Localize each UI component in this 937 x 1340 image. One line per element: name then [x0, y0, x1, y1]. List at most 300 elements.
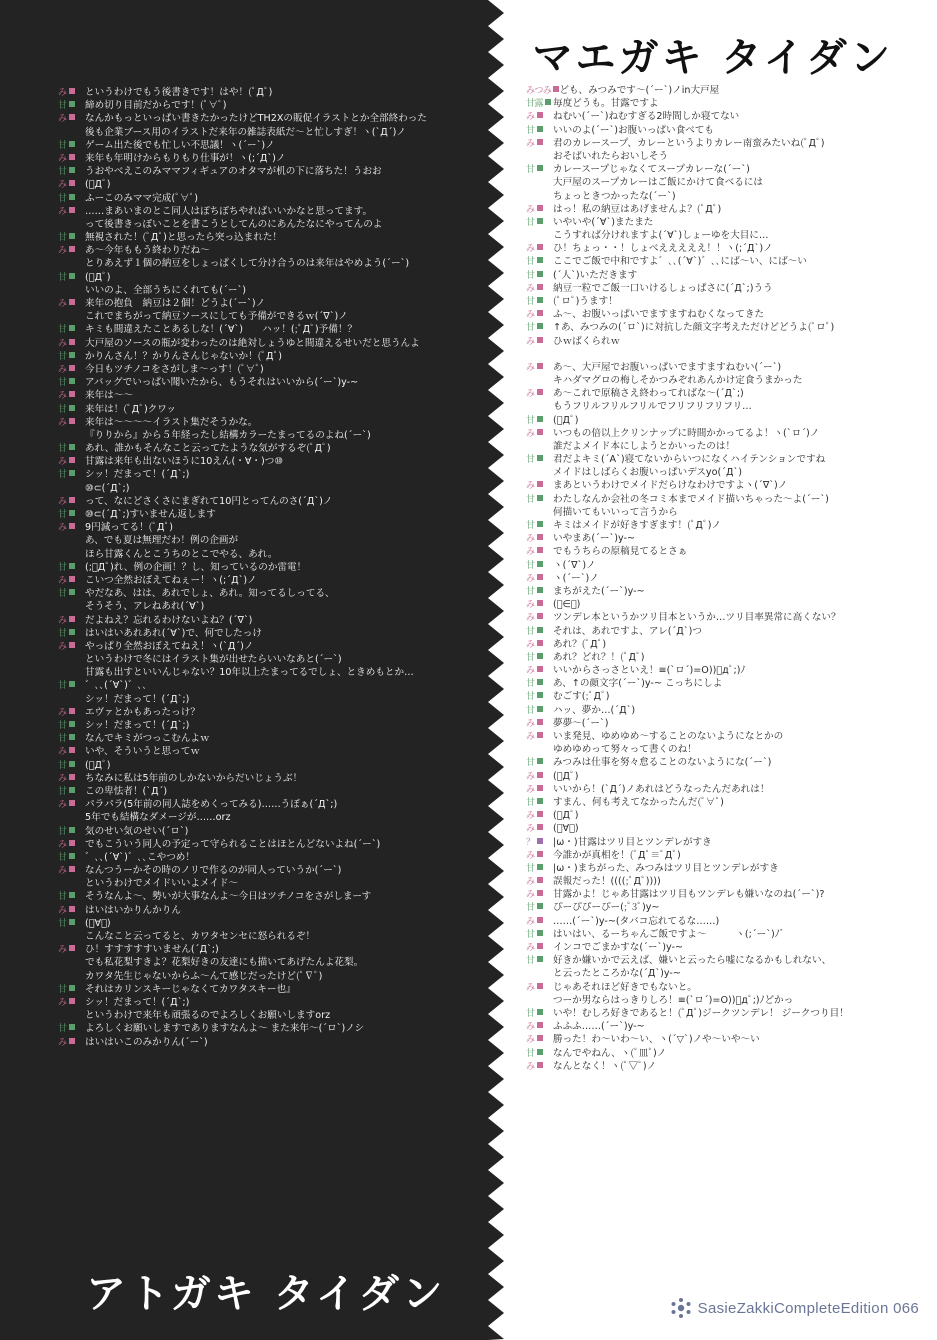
- speaker-name: 甘: [526, 257, 535, 268]
- dialog-text: そうなんよ～、勢いが大事なんよ～今日はツチノコをさがしまーす: [85, 891, 372, 903]
- dialog-text: 甘露かよ！じゃあ甘露はツリ目もツンデレも嫌いなのね(´ー`)?: [553, 889, 825, 901]
- speaker-marker-icon: [537, 205, 543, 211]
- dialog-text: ↑あ、みつみの(´ロ`)に対抗した顔文字考えただけどどうよ(ﾟロﾟ): [553, 322, 835, 334]
- dialog-line: [58, 363, 478, 376]
- speaker-marker-icon: [69, 180, 75, 186]
- dialog-text: なんでやねん、ヽ(ﾟ皿ﾟ)ノ: [553, 1047, 667, 1059]
- dialog-text: って後書きっぽいことを書こうとしてんのにあんたなにやってんのよ: [85, 218, 383, 230]
- dialog-line: [58, 165, 478, 178]
- dialog-line: [526, 770, 916, 783]
- dialog-line: [526, 849, 916, 862]
- dialog-text: でもうちらの原稿見てるとさぁ: [553, 546, 688, 558]
- speaker-tag: [526, 480, 553, 493]
- speaker-marker-icon: [537, 1049, 543, 1055]
- dialog-line: [526, 255, 916, 268]
- dialog-text: やっぱり全然おぼえてねえ！ヽ(`Д´)ノ: [85, 640, 254, 652]
- dialog-text: ゲーム出た後でも忙しい不思議！ヽ(´ー`)ノ: [85, 139, 275, 151]
- dialog-text: そうそう、アレねあれ(´∀`): [85, 601, 205, 613]
- dialog-text: シッ！だまって！(´Д`;): [85, 996, 190, 1008]
- speaker-name: み: [58, 997, 67, 1008]
- dialog-text: いいからさっさといえ！≡(`ロ´)=O))ﾟдﾟ;)ﾉ: [553, 665, 746, 677]
- speaker-tag: [526, 612, 553, 625]
- speaker-marker-icon: [537, 389, 543, 395]
- dialog-text: 勝った！わ～いわ～い、ヽ(´▽`)ノや～いや～い: [553, 1034, 760, 1046]
- speaker-name: 甘: [526, 626, 535, 637]
- speaker-marker-icon: [537, 943, 543, 949]
- speaker-name: 甘: [526, 323, 535, 334]
- speaker-tag: [58, 760, 85, 773]
- dialog-line: [526, 124, 916, 137]
- speaker-tag: [58, 272, 85, 285]
- speaker-name: み: [526, 310, 535, 321]
- dialog-line: [58, 416, 478, 429]
- dialog-line: [526, 967, 916, 980]
- dialog-text: この卑怯者！(`Д´): [85, 785, 168, 797]
- dialog-text: ひ！すすすすすいません(´Д`;): [85, 944, 219, 956]
- speaker-tag: [526, 494, 553, 507]
- dialog-text: いま発見、ゆめゆめ～することのないようになとかの: [553, 731, 784, 742]
- speaker-tag: [526, 916, 553, 929]
- speaker-marker-icon: [69, 114, 75, 120]
- speaker-name: み: [58, 839, 67, 850]
- speaker-marker-icon: [69, 985, 75, 991]
- dialog-text: キハダマグロの梅しそかつみぞれあんかけ定食うまかった: [553, 374, 803, 386]
- speaker-name: 甘: [58, 404, 67, 415]
- dialog-text: ツンデレ本というかツリ目本というか…ツリ目率異常に高くない？: [553, 612, 841, 624]
- speaker-name: 甘: [526, 758, 535, 769]
- speaker-name: み: [58, 153, 67, 164]
- dialog-line: [526, 994, 916, 1007]
- speaker-name: み: [58, 707, 67, 718]
- speaker-marker-icon: [537, 890, 543, 896]
- speaker-marker-icon: [69, 681, 75, 687]
- speaker-marker-icon: [537, 732, 543, 738]
- dialog-line: [58, 983, 478, 996]
- dialog-line: [58, 205, 478, 218]
- speaker-name: 甘: [526, 1008, 535, 1019]
- dialog-text: (ﾟДﾟ): [85, 759, 111, 771]
- dialog-line: [58, 864, 478, 877]
- dialog-text: はいはいあれあれ(´∀`)で、何でしたっけ: [85, 627, 262, 639]
- dialog-line: [58, 376, 478, 389]
- dialog-text: なんつうーかその時のノリで作るのが同人っていうか(´ー`): [85, 865, 342, 877]
- dialog-line: [58, 732, 478, 745]
- dialog-text: ここでご飯で中和ですよ゛､､(´∀`)゛､､にば～い、にば～い: [553, 256, 807, 268]
- speaker-name: み: [526, 389, 535, 400]
- dialog-text: 君のカレースープ、カレーというよりカレー南蛮みたいね(ﾟДﾟ): [553, 137, 825, 149]
- dialog-line: [526, 941, 916, 954]
- dialog-text: 締め切り目前だからです！(ﾟ∀ﾟ): [85, 100, 227, 112]
- speaker-tag: [526, 428, 553, 441]
- speaker-name: み: [526, 811, 535, 822]
- dialog-line: [58, 851, 478, 864]
- dialog-line: [58, 389, 478, 402]
- speaker-marker-icon: [537, 547, 543, 553]
- speaker-marker-icon: [545, 99, 551, 105]
- speaker-marker-icon: [69, 470, 75, 476]
- dialog-text: 気のせい気のせい(´ロ`): [85, 825, 189, 837]
- dialog-text: 甘露は来年も出ないほうに10えん(・∀・)つ⑩: [85, 456, 283, 468]
- dialog-text: 何描いてもいいって言うから: [553, 506, 678, 518]
- dialog-line: [58, 877, 478, 890]
- dialog-line: [526, 506, 916, 519]
- dialog-text: 来年も年明けからもりもり仕事が！ヽ(;´Д`)ノ: [85, 152, 286, 164]
- speaker-name: み: [526, 877, 535, 888]
- speaker-marker-icon: [69, 365, 75, 371]
- speaker-name: み: [58, 747, 67, 758]
- dialog-text: なんでキミがつっこむんよｗ: [85, 733, 210, 745]
- dialog-text: ひ！ちょっ・・！しょべえええええ！！ヽ(;´Д`)ノ: [553, 243, 773, 255]
- speaker-name: み: [526, 547, 535, 558]
- speaker-name: み: [58, 338, 67, 349]
- speaker-marker-icon: [537, 679, 543, 685]
- dialog-line: [58, 482, 478, 495]
- dialog-line: [526, 1033, 916, 1046]
- dialog-line: [58, 811, 478, 824]
- speaker-name: み: [58, 496, 67, 507]
- dialog-line: [526, 545, 916, 558]
- dialog-line: [58, 693, 478, 706]
- speaker-marker-icon: [69, 405, 75, 411]
- speaker-name: み: [526, 613, 535, 624]
- speaker-tag: [58, 839, 85, 852]
- dialog-text: うおやべえこのみママフィギュアのオタマが机の下に落ちた！うおお: [85, 166, 382, 178]
- dialog-line: [526, 453, 916, 466]
- dialog-text: いいから！(`Д´)ノあれはどうなったんだあれは！: [553, 783, 770, 795]
- speaker-marker-icon: [69, 273, 75, 279]
- dialog-text: あれ？(ﾟДﾟ): [553, 638, 607, 650]
- speaker-tag: [58, 905, 85, 918]
- dialog-text: あ、↑の顔文字(´ー`)y-~ こっちにしよ: [553, 678, 723, 690]
- dialog-text: 大戸屋のスープカレーはご飯にかけて食べるには: [553, 177, 764, 189]
- speaker-name: み: [526, 824, 535, 835]
- speaker-marker-icon: [537, 112, 543, 118]
- speaker-tag: [526, 322, 553, 335]
- dialog-line: [526, 466, 916, 479]
- dialog-line: [526, 493, 916, 506]
- dialog-line: [526, 901, 916, 914]
- dialog-text: おそばいれたらおいしそう: [553, 150, 669, 162]
- speaker-name: み: [58, 575, 67, 586]
- dialog-line: [526, 479, 916, 492]
- dialog-line: [58, 772, 478, 785]
- speaker-name: 甘: [58, 351, 67, 362]
- dialog-line: [58, 271, 478, 284]
- speaker-tag: [526, 125, 553, 138]
- dialog-line: [58, 574, 478, 587]
- speaker-marker-icon: [537, 983, 543, 989]
- speaker-tag: [526, 1034, 553, 1047]
- speaker-name: 甘: [58, 826, 67, 837]
- dialog-line: [58, 455, 478, 468]
- speaker-name: み: [526, 428, 535, 439]
- speaker-tag: [58, 140, 85, 153]
- dialog-text: はいはいかりんかりん: [85, 904, 181, 916]
- dialog-text: というわけで来年も頑張るのでよろしくお願いしますorz: [85, 1010, 331, 1022]
- speaker-marker-icon: [537, 824, 543, 830]
- speaker-tag: [526, 850, 553, 863]
- dialog-line: [526, 97, 916, 110]
- speaker-marker-icon: [537, 139, 543, 145]
- speaker-marker-icon: [69, 616, 75, 622]
- dialog-line: [526, 743, 916, 756]
- dialog-text: ハッ、夢か…(´Д`): [553, 704, 636, 716]
- speaker-marker-icon: [537, 758, 543, 764]
- speaker-name: み: [526, 481, 535, 492]
- dialog-text: カワタ先生じゃないからふ～んて感じだったけど(ﾟ∇ﾟ): [85, 970, 323, 982]
- speaker-marker-icon: [69, 800, 75, 806]
- speaker-name: 甘: [58, 984, 67, 995]
- speaker-marker-icon: [69, 840, 75, 846]
- dialog-text: ほら甘露くんとこうちのとこでやる、あれ。: [85, 548, 278, 560]
- dialog-line: [526, 269, 916, 282]
- dialog-text: すまん、何も考えてなかったんだ(ﾟ∀ﾟ): [553, 796, 724, 808]
- speaker-marker-icon: [537, 310, 543, 316]
- dialog-line: [58, 785, 478, 798]
- speaker-marker-icon: [69, 497, 75, 503]
- dialog-text: ひｗばくられｗ: [553, 335, 621, 347]
- speaker-marker-icon: [537, 692, 543, 698]
- speaker-name: 甘: [526, 679, 535, 690]
- dialog-text: パラパラ(5年前の同人誌をめくってみる)……うぼぁ(´Д`;): [85, 799, 338, 811]
- speaker-name: 甘: [526, 705, 535, 716]
- speaker-name: み: [58, 206, 67, 217]
- speaker-name: み: [58, 641, 67, 652]
- dialog-line: [526, 427, 916, 440]
- speaker-tag: [58, 469, 85, 482]
- dialog-line: [58, 890, 478, 903]
- dialog-line: [526, 585, 916, 598]
- dialog-text: 君だよキミ(´A`)寝てないからいつになくハイテンションですね: [553, 454, 826, 466]
- speaker-name: 甘: [526, 652, 535, 663]
- speaker-tag: [526, 111, 553, 124]
- dialog-text: 今日もツチノコをさがしま～っす！(ﾟ∀ﾟ): [85, 363, 264, 375]
- dialog-line: [58, 917, 478, 930]
- dialog-line: [58, 521, 478, 534]
- dialog-line: [526, 625, 916, 638]
- speaker-name: み: [526, 1061, 535, 1072]
- dialog-line: [526, 400, 916, 413]
- dialog-text: 来年は！(ﾟДﾟ)クワッ: [85, 403, 176, 415]
- dialog-line: [58, 930, 478, 943]
- dialog-line: [58, 86, 478, 99]
- speaker-marker-icon: [537, 956, 543, 962]
- dialog-line: [526, 176, 916, 189]
- speaker-name: み: [58, 866, 67, 877]
- speaker-name: み: [58, 615, 67, 626]
- dialog-line: [526, 532, 916, 545]
- dialog-text: カレースープじゃなくてスープカレーな(´ー`): [553, 164, 750, 176]
- speaker-name: 甘: [58, 510, 67, 520]
- dialog-line: [526, 1020, 916, 1033]
- dialog-line: [526, 150, 916, 163]
- dialog-text: (ﾟДﾟ): [553, 770, 579, 782]
- dialog-text: (´人`)いただきます: [553, 269, 638, 281]
- speaker-name: 甘: [58, 444, 67, 455]
- speaker-marker-icon: [537, 1022, 543, 1028]
- dialog-text: いやいや(´∀`)またまた: [553, 216, 654, 228]
- foreword-dialog: [526, 84, 916, 1073]
- dialog-line: [526, 783, 916, 796]
- dialog-text: はいはいこのみかりん(´ー`): [85, 1036, 208, 1048]
- speaker-tag: [58, 773, 85, 786]
- speaker-name: ？: [526, 837, 535, 848]
- speaker-name: 甘: [526, 297, 535, 307]
- speaker-name: 甘: [58, 562, 67, 573]
- speaker-marker-icon: [69, 233, 75, 239]
- speaker-tag: [58, 351, 85, 364]
- dialog-line: [58, 178, 478, 191]
- dialog-line: [58, 534, 478, 547]
- dialog-text: 5年でも結構なダメージが……orz: [85, 812, 231, 824]
- speaker-marker-icon: [69, 154, 75, 160]
- speaker-marker-icon: [69, 339, 75, 345]
- speaker-tag: [526, 270, 553, 283]
- speaker-marker-icon: [69, 589, 75, 595]
- snowflake-icon: [670, 1297, 692, 1319]
- speaker-name: 甘: [58, 628, 67, 639]
- dialog-line: [58, 99, 478, 112]
- speaker-name: み: [526, 732, 535, 742]
- dialog-line: [58, 956, 478, 969]
- speaker-tag: [526, 705, 553, 718]
- speaker-marker-icon: [537, 772, 543, 778]
- dialog-text: まあというわけでメイドだらけなわけですよヽ(´∇`)ノ: [553, 480, 788, 492]
- speaker-name: み: [526, 916, 535, 927]
- dialog-line: [526, 84, 916, 97]
- speaker-name: み: [58, 1037, 67, 1048]
- dialog-text: ゛､､(´∀`)゛､､: [85, 680, 148, 692]
- dialog-text: ヽ(´ー`)ノ: [553, 572, 599, 584]
- speaker-tag: [526, 982, 553, 995]
- dialog-line: [526, 440, 916, 453]
- speaker-tag: [58, 826, 85, 839]
- speaker-tag: [58, 206, 85, 219]
- speaker-tag: [58, 390, 85, 403]
- speaker-name: 甘: [58, 140, 67, 151]
- dialog-line: [526, 730, 916, 743]
- page-footer: [670, 1297, 919, 1319]
- dialog-line: [526, 690, 916, 703]
- speaker-marker-icon: [69, 906, 75, 912]
- dialog-text: いや！むしろ好きであると！(ﾟДﾟ)ジークツンデレ！ ジークつり目！: [553, 1007, 849, 1019]
- dialog-line: [526, 756, 916, 769]
- speaker-name: 甘: [526, 217, 535, 228]
- dialog-text: キミはメイドが好きすぎます！(ﾟДﾟ)ノ: [553, 520, 722, 531]
- speaker-name: み: [58, 800, 67, 811]
- speaker-marker-icon: [537, 1035, 543, 1041]
- dialog-line: [58, 614, 478, 627]
- dialog-line: [58, 1009, 478, 1022]
- dialog-line: [526, 163, 916, 176]
- dialog-text: シッ！だまって！(´Д`;): [85, 693, 190, 705]
- speaker-name: 甘: [58, 233, 67, 244]
- dialog-line: [58, 1036, 478, 1049]
- speaker-marker-icon: [69, 853, 75, 859]
- dialog-line: [58, 403, 478, 416]
- speaker-name: み: [526, 112, 535, 123]
- speaker-name: み: [58, 299, 67, 309]
- dialog-text: (ﾟДﾟ): [85, 179, 111, 191]
- afterword-title: アトガキ タイダン: [86, 1271, 446, 1317]
- dialog-line: [526, 216, 916, 229]
- speaker-name: 甘: [58, 892, 67, 903]
- speaker-tag: [526, 639, 553, 652]
- dialog-line: [58, 139, 478, 152]
- speaker-marker-icon: [69, 774, 75, 780]
- speaker-marker-icon: [537, 666, 543, 672]
- speaker-marker-icon: [537, 284, 543, 290]
- dialog-line: [526, 915, 916, 928]
- speaker-name: 甘: [58, 325, 67, 336]
- speaker-tag: [526, 560, 553, 573]
- dialog-line: [526, 638, 916, 651]
- dialog-line: [526, 572, 916, 585]
- dialog-line: [58, 297, 478, 310]
- speaker-marker-icon: [537, 323, 543, 329]
- dialog-text: ……(´ー`)y-~(タバコ忘れてるな……): [553, 915, 720, 927]
- dialog-line: [58, 706, 478, 719]
- dialog-line: [58, 350, 478, 363]
- speaker-marker-icon: [537, 271, 543, 277]
- dialog-text: キミも間違えたことあるしな！(´∀`) ハッ！(;ﾟДﾟ)予備！？: [85, 324, 358, 336]
- speaker-name: み: [526, 1022, 535, 1033]
- dialog-text: 納豆一粒でご飯一口いけるしょっぱさに(´Д`;)うう: [553, 282, 773, 294]
- speaker-name: み: [58, 180, 67, 191]
- speaker-marker-icon: [537, 877, 543, 883]
- dialog-gap: [526, 348, 916, 361]
- speaker-marker-icon: [69, 167, 75, 173]
- speaker-name: 甘: [526, 586, 535, 597]
- speaker-name: み: [526, 771, 535, 782]
- speaker-name: 甘: [58, 681, 67, 692]
- speaker-marker-icon: [69, 101, 75, 107]
- foreword-title: マエガキ タイダン: [532, 35, 893, 81]
- speaker-marker-icon: [69, 1024, 75, 1030]
- dialog-line: [58, 495, 478, 508]
- dialog-text: ゆめゆめって努々って書くのね！: [553, 744, 697, 756]
- dialog-text: やだなあ、はは、あれでしょ、あれ。知ってるしってる、: [85, 588, 335, 600]
- dialog-line: [58, 244, 478, 257]
- speaker-marker-icon: [537, 903, 543, 909]
- speaker-tag: [526, 691, 553, 704]
- speaker-marker-icon: [69, 919, 75, 925]
- dialog-text: というわけでもう後書きです！はや！(ﾟДﾟ): [85, 87, 273, 98]
- dialog-text: あれ？どれ？！(ﾟДﾟ): [553, 651, 645, 663]
- speaker-marker-icon: [537, 534, 543, 540]
- speaker-name: み: [526, 362, 535, 373]
- dialog-text: じゃあそれほど好きでもないと。: [553, 981, 697, 993]
- dialog-line: [58, 666, 478, 679]
- speaker-marker-icon: [69, 325, 75, 331]
- speaker-tag: [58, 1023, 85, 1036]
- speaker-name: み: [526, 784, 535, 795]
- dialog-line: [58, 468, 478, 481]
- dialog-text: ⑩⊂(´Д`;)すいません返します: [85, 509, 216, 520]
- speaker-name: 甘: [58, 918, 67, 929]
- speaker-name: み: [526, 138, 535, 149]
- dialog-line: [526, 1007, 916, 1020]
- speaker-name: み: [526, 890, 535, 901]
- speaker-tag: [526, 362, 553, 375]
- speaker-marker-icon: [537, 613, 543, 619]
- speaker-marker-icon: [69, 892, 75, 898]
- speaker-name: 甘: [526, 1048, 535, 1059]
- speaker-name: み: [526, 666, 535, 677]
- dialog-line: [58, 745, 478, 758]
- speaker-name: 甘: [526, 494, 535, 505]
- speaker-name: 甘: [58, 193, 67, 204]
